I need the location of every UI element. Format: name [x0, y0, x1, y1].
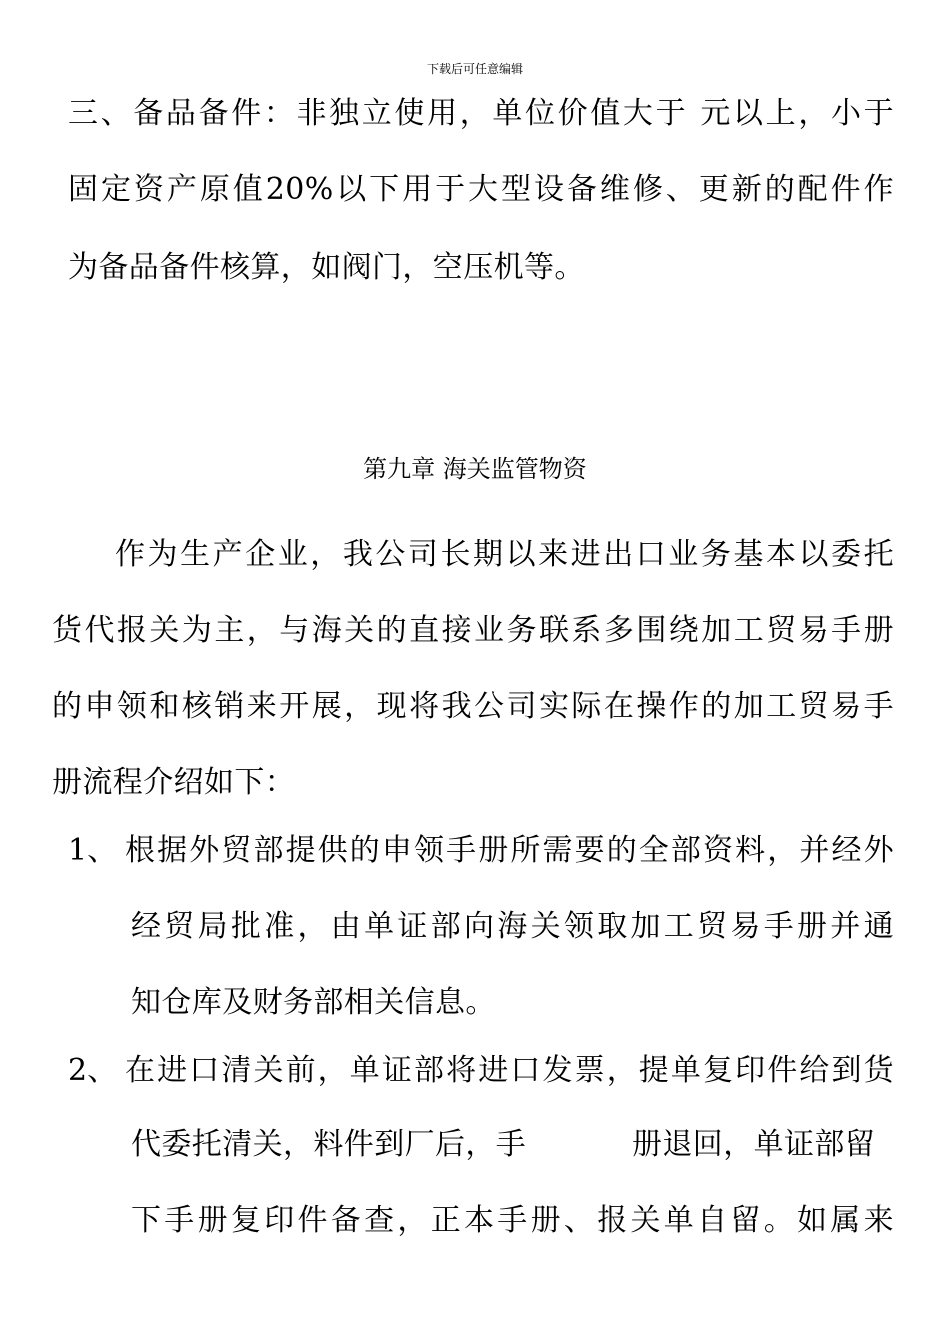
intro-line-4: 册流程介绍如下： — [52, 765, 296, 800]
item-2-line-1: 在进口清关前，单证部将进口发票，提单复印件给到货 — [125, 1053, 894, 1088]
item-2-number: 2、 — [68, 1053, 118, 1088]
intro-line-3: 的申领和核销来开展，现将我公司实际在操作的加工贸易手 — [52, 689, 894, 724]
section-three-line-3: 为备品备件核算，如阀门，空压机等。 — [68, 250, 585, 285]
chapter-title: 第九章 海关监管物资 — [363, 455, 587, 483]
item-2-line-2-part-2: 册退回，单证部留 — [632, 1127, 876, 1162]
header-note: 下载后可任意编辑 — [426, 62, 523, 76]
item-1-line-1: 根据外贸部提供的申领手册所需要的全部资料，并经外 — [125, 833, 894, 868]
item-1-line-3: 知仓库及财务部相关信息。 — [131, 985, 496, 1020]
item-1-line-2: 经贸局批准，由单证部向海关领取加工贸易手册并通 — [131, 909, 894, 944]
section-three-line-2: 固定资产原值20%以下用于大型设备维修、更新的配件作 — [68, 172, 894, 207]
item-2-line-3: 下手册复印件备查，正本手册、报关单自留。如属来 — [131, 1203, 894, 1238]
item-2-line-2-part-1: 代委托清关，料件到厂后，手 — [131, 1127, 527, 1162]
intro-line-1: 作为生产企业，我公司长期以来进出口业务基本以委托 — [115, 537, 894, 572]
item-1-number: 1、 — [68, 833, 118, 868]
intro-line-2: 货代报关为主，与海关的直接业务联系多围绕加工贸易手册 — [52, 613, 894, 648]
section-three-line-1: 三、备品备件：非独立使用，单位价值大于 元以上，小于 — [68, 96, 894, 131]
